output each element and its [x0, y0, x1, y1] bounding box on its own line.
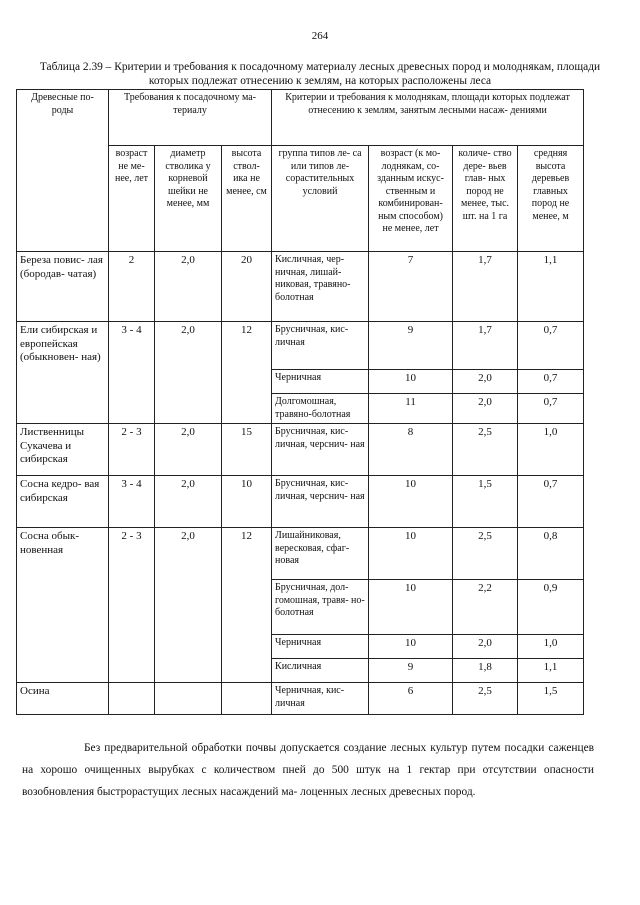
cell-diameter: 2,0 [155, 424, 222, 476]
cell-average-height: 0,8 [518, 528, 584, 580]
cell-forest-type: Брусничная, кис- личная, черснич- ная [272, 424, 369, 476]
cell-forest-type: Лишайниковая, вересковая, сфаг- новая [272, 528, 369, 580]
cell-species: Сосна обык- новенная [17, 528, 109, 683]
table-row [17, 683, 584, 715]
cell-average-height: 1,5 [518, 683, 584, 715]
header-planting-requirements: Требования к посадочному ма- териалу [109, 90, 272, 146]
cell-age-young: 10 [369, 528, 453, 580]
paragraph-text: Без предварительной обработки почвы допускается создание лесных культур путем посадки саженцев на хорошо очищенных вырубках с количеством пней до 500 штук на 1 гектар при отсутствии опасности возобновления быстрорастущих лесных насаждений ма- лоценных лесных древесных пород. [22, 742, 594, 798]
header-age-young: возраст (к мо- лоднякам, со- зданным искус- ственным и комбинирован- ным способом) не менее, лет [369, 146, 453, 252]
table-row [17, 424, 584, 476]
cell-height: 12 [222, 528, 272, 683]
header-diameter: диаметр стволика у корневой шейки не менее, мм [155, 146, 222, 252]
cell-tree-count: 2,0 [453, 394, 518, 424]
cell-age-planting: 3 - 4 [109, 476, 155, 528]
header-species: Древесные по- роды [17, 90, 109, 252]
cell-tree-count: 2,5 [453, 528, 518, 580]
cell-tree-count: 2,0 [453, 370, 518, 394]
cell-tree-count: 2,5 [453, 683, 518, 715]
cell-average-height: 1,1 [518, 252, 584, 322]
cell-forest-type: Брусничная, кис- личная [272, 322, 369, 370]
cell-age-young: 10 [369, 370, 453, 394]
cell-forest-type: Долгомошная, травяно-болотная [272, 394, 369, 424]
cell-height: 10 [222, 476, 272, 528]
header-height: высота ствол- ика не менее, см [222, 146, 272, 252]
table-row [17, 252, 584, 322]
cell-diameter: 2,0 [155, 252, 222, 322]
cell-age-young: 9 [369, 322, 453, 370]
cell-tree-count: 1,5 [453, 476, 518, 528]
cell-forest-type: Черничная [272, 370, 369, 394]
cell-tree-count: 1,7 [453, 252, 518, 322]
header-tree-count: количе- ство дере- вьев глав- ных пород не менее, тыс. шт. на 1 га [453, 146, 518, 252]
cell-age-planting: 2 - 3 [109, 528, 155, 683]
cell-tree-count: 2,0 [453, 635, 518, 659]
cell-age-young: 10 [369, 476, 453, 528]
table-row [17, 322, 584, 370]
cell-average-height: 0,7 [518, 322, 584, 370]
cell-tree-count: 2,2 [453, 580, 518, 635]
cell-age-young: 9 [369, 659, 453, 683]
cell-height [222, 683, 272, 715]
body-paragraph [22, 737, 594, 803]
cell-species: Ели сибирская и европейская (обыкновен- ная) [17, 322, 109, 424]
cell-height: 20 [222, 252, 272, 322]
cell-forest-type: Кисличная, чер- ничная, лишай- никовая, травяно- болотная [272, 252, 369, 322]
cell-tree-count: 1,8 [453, 659, 518, 683]
cell-average-height: 0,7 [518, 394, 584, 424]
cell-species: Береза повис- лая (бородав- чатая) [17, 252, 109, 322]
table-row [17, 476, 584, 528]
cell-age-young: 8 [369, 424, 453, 476]
header-age-planting: возраст не ме- нее, лет [109, 146, 155, 252]
table-caption: Таблица 2.39 – Критерии и требования к посадочному материалу лесных древесных пород и молоднякам, площади которых подлежат отнесению к землям, на которых расположены леса [39, 61, 601, 87]
cell-height: 12 [222, 322, 272, 424]
page-number: 264 [311, 30, 329, 42]
cell-diameter: 2,0 [155, 528, 222, 683]
header-average-height: средняя высота деревьев главных пород не менее, м [518, 146, 584, 252]
cell-tree-count: 1,7 [453, 322, 518, 370]
cell-age-planting [109, 683, 155, 715]
cell-forest-type: Черничная [272, 635, 369, 659]
cell-diameter: 2,0 [155, 322, 222, 424]
cell-age-young: 6 [369, 683, 453, 715]
cell-average-height: 0,9 [518, 580, 584, 635]
cell-average-height: 0,7 [518, 370, 584, 394]
cell-forest-type: Брусничная, кис- личная, черснич- ная [272, 476, 369, 528]
cell-average-height: 0,7 [518, 476, 584, 528]
table-row [17, 528, 584, 580]
cell-average-height: 1,0 [518, 635, 584, 659]
cell-average-height: 1,0 [518, 424, 584, 476]
criteria-table [16, 89, 584, 715]
cell-diameter: 2,0 [155, 476, 222, 528]
cell-average-height: 1,1 [518, 659, 584, 683]
cell-diameter [155, 683, 222, 715]
cell-age-young: 10 [369, 580, 453, 635]
cell-tree-count: 2,5 [453, 424, 518, 476]
header-forest-type: группа типов ле- са или типов ле- сорастительных условий [272, 146, 369, 252]
cell-forest-type: Брусничная, дол- гомошная, травя- но-болотная [272, 580, 369, 635]
cell-species: Лиственницы Сукачева и сибирская [17, 424, 109, 476]
header-young-stands-criteria: Критерии и требования к молоднякам, площади которых подлежат отнесению к землям, занятым лесными насаж- дениями [272, 90, 584, 146]
cell-age-planting: 3 - 4 [109, 322, 155, 424]
cell-height: 15 [222, 424, 272, 476]
cell-forest-type: Черничная, кис- личная [272, 683, 369, 715]
cell-age-planting: 2 - 3 [109, 424, 155, 476]
cell-forest-type: Кисличная [272, 659, 369, 683]
cell-age-young: 7 [369, 252, 453, 322]
cell-species: Осина [17, 683, 109, 715]
cell-age-young: 11 [369, 394, 453, 424]
cell-age-young: 10 [369, 635, 453, 659]
cell-species: Сосна кедро- вая сибирская [17, 476, 109, 528]
cell-age-planting: 2 [109, 252, 155, 322]
